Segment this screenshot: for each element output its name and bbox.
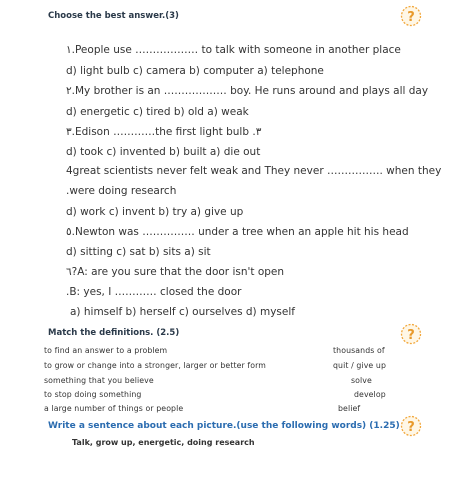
definition-3: something that you believe	[44, 376, 154, 385]
definition-4: to stop doing something	[44, 390, 142, 399]
section-title-match: Match the definitions. (2.5)	[48, 328, 180, 338]
options-3: d) took c) invented b) built a) die out	[66, 146, 261, 158]
question-mark-icon	[400, 323, 422, 345]
question-1: ١.People use ……………… to talk with someone in another place	[66, 44, 401, 56]
svg-text:?: ?	[407, 420, 415, 435]
question-6-cont: .B: yes, I ………… closed the door	[66, 286, 242, 298]
question-3: ٣.Edison …………the first light bulb .٣	[66, 126, 262, 138]
options-5: d) sitting c) sat b) sits a) sit	[66, 246, 211, 258]
svg-text:?: ?	[407, 10, 415, 25]
question-mark-icon	[400, 415, 422, 437]
definition-5: a large number of things or people	[44, 404, 184, 413]
question-2: ٢.My brother is an ……………… boy. He runs around and plays all day	[66, 85, 429, 97]
definition-2: to grow or change into a stronger, larger or better form	[44, 361, 267, 370]
section-title-choose: Choose the best answer.(3)	[48, 11, 179, 21]
svg-text:?: ?	[407, 328, 415, 343]
question-5: ٥.Newton was …………… under a tree when an apple hit his head	[66, 226, 409, 238]
question-6: ٦?A: are you sure that the door isn't open	[66, 266, 285, 278]
options-6: a) himself b) herself c) ourselves d) myself	[70, 306, 295, 318]
section-title-write: Write a sentence about each picture.(use the following words) (1.25)	[48, 421, 400, 431]
options-2: d) energetic c) tired b) old a) weak	[66, 106, 249, 118]
match-word-3: solve	[351, 376, 372, 385]
definition-1: to find an answer to a problem	[44, 346, 168, 355]
options-1: d) light bulb c) camera b) computer a) telephone	[66, 65, 324, 77]
question-4-cont: .were doing research	[66, 185, 177, 197]
match-word-4: develop	[354, 390, 386, 399]
options-4: d) work c) invent b) try a) give up	[66, 206, 244, 218]
match-word-2: quit / give up	[333, 361, 386, 370]
match-word-5: belief	[338, 404, 361, 413]
given-words: Talk, grow up, energetic, doing research	[72, 438, 255, 447]
match-word-1: thousands of	[333, 346, 385, 355]
question-mark-icon	[400, 5, 422, 27]
question-4: 4great scientists never felt weak and They never ……………. when they	[66, 165, 442, 177]
